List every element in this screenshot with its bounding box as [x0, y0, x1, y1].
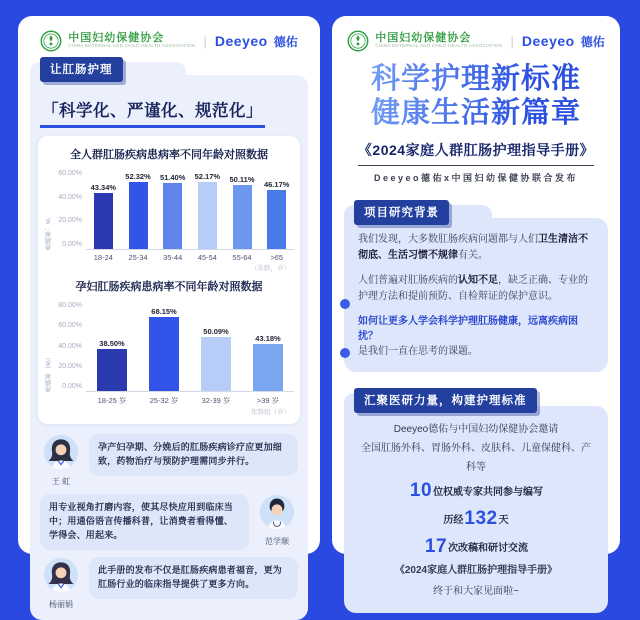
background-paragraph-2: 人们普遍对肛肠疾病的认知不足，缺乏正确、专业的护理方法和提前预防、自检辩证的保护意识。 [358, 275, 588, 303]
expert-row [40, 557, 298, 610]
x-tick-label: 55-64 [232, 253, 252, 262]
research-background-card [344, 205, 608, 372]
org-name: 中国妇幼保健协会 [375, 31, 472, 44]
chart2-title: 孕妇肛肠疾病患病率不同年龄对照数据 [75, 281, 263, 293]
x-tick-label: 35-44 [163, 253, 183, 262]
org-name: 中国妇幼保健协会 [68, 31, 165, 44]
brand-logo-text: Deeyeo [521, 33, 575, 49]
y-tick: 40.00% [58, 342, 82, 350]
bar-group [225, 172, 260, 249]
y-tick: 40.00% [58, 193, 82, 201]
y-tick: 0.00% [62, 240, 82, 248]
bar-group [155, 172, 190, 249]
bar-value-label: 68.15% [151, 306, 177, 316]
chart1-ylabel: 患病率，% [45, 218, 53, 250]
bar-group [190, 304, 242, 391]
x-tick-label: 45-54 [197, 253, 217, 262]
expert-row [40, 434, 298, 487]
joint-release-subtitle: Deeyeo德佑x中国妇幼保健协联合发布 [358, 165, 594, 184]
bar [94, 193, 113, 249]
decorative-dot [340, 348, 350, 358]
power-handbook-line: 《2024家庭人群肛肠护理指导手册》 [394, 565, 558, 577]
chart1-axis-note: （年龄，岁） [251, 265, 290, 272]
x-tick-label: 18-25 岁 [97, 396, 127, 405]
expert-name: 杨丽娟 [49, 599, 73, 609]
y-tick: 20.00% [58, 217, 82, 225]
campaign-title-line2: 健康生活新篇章 [344, 96, 608, 130]
x-tick-label: 25-32 岁 [149, 396, 179, 405]
y-tick: 60.00% [58, 170, 82, 177]
stat-experts: 10位权威专家共同参与编写 [409, 480, 544, 502]
chart1-yaxis [54, 170, 86, 248]
female-doctor-avatar [43, 457, 79, 474]
x-tick-label: 18-24 [93, 253, 113, 262]
bar-value-label: 43.34% [90, 183, 117, 193]
bar-value-label: 52.17% [194, 172, 221, 182]
org-caption: CHINA MATERNAL AND CHILD HEALTH ASSOCIATION [375, 43, 503, 49]
expert-quote-bubble: 孕产妇孕期、分娩后的肛肠疾病诊疗应更加细致，药物治疗与预防护理需同步并行。 [89, 434, 298, 476]
bar [163, 183, 182, 249]
male-doctor-avatar [259, 517, 295, 534]
left-section-badge: 让肛肠护理 [40, 57, 123, 82]
expert-quote-bubble: 此手册的发布不仅是肛肠疾病患者福音，更为肛肠行业的临床指导提供了更多方向。 [89, 557, 298, 599]
y-tick: 60.00% [58, 322, 82, 330]
bar-group [121, 172, 156, 249]
bar-group [190, 172, 225, 249]
background-question: 如何让更多人学会科学护理肛肠健康，远离疾病困扰？ [358, 316, 578, 343]
bar [198, 182, 217, 249]
medical-power-card [344, 393, 608, 613]
female-doctor-avatar [43, 580, 79, 597]
decorative-dot [340, 299, 350, 309]
bar-value-label: 50.09% [203, 326, 229, 336]
chart-pregnant-women [44, 278, 294, 416]
power-final-line: 终于和大家见面啦~ [433, 586, 519, 598]
y-tick: 80.00% [58, 302, 82, 309]
brand-logo-cn: 德佑 [273, 34, 298, 49]
expert-quotes [38, 434, 300, 610]
background-paragraph-1: 我们发现，大多数肛肠疾病问题都与人们卫生清洁不彻底、生活习惯不规律有关。 [358, 234, 588, 262]
right-poster-panel [332, 16, 620, 598]
bar [201, 337, 231, 391]
association-logo-icon [347, 30, 369, 52]
expert-row [40, 494, 298, 550]
bar-group [86, 172, 121, 249]
expert-name: 王 虹 [51, 477, 71, 486]
bar [267, 190, 286, 249]
chart1-xaxis [86, 250, 294, 262]
lockup-divider: | [203, 33, 207, 49]
power-line-departments: 全国肛肠外科、胃肠外科、皮肤科、儿童保健科、产科等 [361, 443, 591, 474]
charts-card [38, 136, 300, 424]
power-line-invite: Deeyeo德佑与中国妇幼保健协会邀请 [393, 424, 559, 436]
chart1-plot [86, 172, 294, 250]
research-background-badge: 项目研究背景 [354, 200, 449, 225]
x-tick-label: 32-39 岁 [201, 396, 231, 405]
left-poster-panel [18, 16, 320, 609]
y-tick: 0.00% [62, 383, 82, 390]
bar [129, 182, 148, 249]
bar-group [86, 304, 138, 391]
x-tick-label: 25-34 [128, 253, 148, 262]
bar-group [259, 172, 294, 249]
stat-days: 历经132天 [443, 507, 509, 529]
bar-group [138, 304, 190, 391]
bar-value-label: 38.50% [99, 339, 125, 349]
background-question-rest: 是我们一直在思考的课题。 [358, 346, 478, 358]
association-logo-icon [40, 30, 62, 52]
x-tick-label: >65 [270, 253, 284, 262]
brand-logo-text: Deeyeo [214, 33, 268, 49]
chart2-yaxis [54, 302, 86, 390]
left-header-lockup [30, 24, 308, 56]
org-caption: CHINA MATERNAL AND CHILD HEALTH ASSOCIATION [68, 43, 196, 49]
bar-value-label: 51.40% [159, 173, 186, 183]
chart2-xaxis [86, 392, 294, 406]
bar [149, 317, 179, 391]
lockup-divider: | [510, 33, 514, 49]
x-tick-label: >39 岁 [256, 396, 280, 405]
right-header-lockup [344, 24, 608, 56]
stat-revisions: 17次改稿和研讨交流 [424, 535, 529, 557]
bar-value-label: 52.32% [125, 172, 151, 181]
expert-name: 范学顺 [265, 537, 289, 546]
chart2-ylabel: 患病率（%） [45, 353, 53, 392]
bar-value-label: 46.17% [263, 179, 290, 189]
chart2-plot [86, 304, 294, 392]
chart1-title: 全人群肛肠疾病患病率不同年龄对照数据 [70, 149, 268, 161]
expert-quote-bubble: 用专业视角打磨内容，使其尽快应用到临床当中；用通俗语言传播科普，让消费者看得懂、学得会、用起来。 [40, 494, 249, 550]
campaign-title-line1: 科学护理新标准 [344, 62, 608, 96]
bar [233, 185, 252, 249]
left-content-folder [30, 62, 308, 620]
campaign-title [344, 62, 608, 130]
bar-value-label: 50.11% [229, 174, 255, 184]
chart2-axis-note: 年龄组（岁） [251, 409, 290, 416]
bar-value-label: 43.18% [255, 334, 281, 344]
brand-logo-cn: 德佑 [580, 34, 605, 49]
bar [97, 349, 127, 391]
bar [253, 344, 283, 391]
left-headline: 「科学化、严谨化、规范化」 [40, 97, 265, 128]
handbook-title: 《2024家庭人群肛肠护理指导手册》 [357, 142, 595, 159]
y-tick: 20.00% [58, 362, 82, 370]
bar-group [242, 304, 294, 391]
chart-all-population [44, 146, 294, 272]
medical-power-badge: 汇聚医研力量，构建护理标准 [354, 388, 537, 413]
